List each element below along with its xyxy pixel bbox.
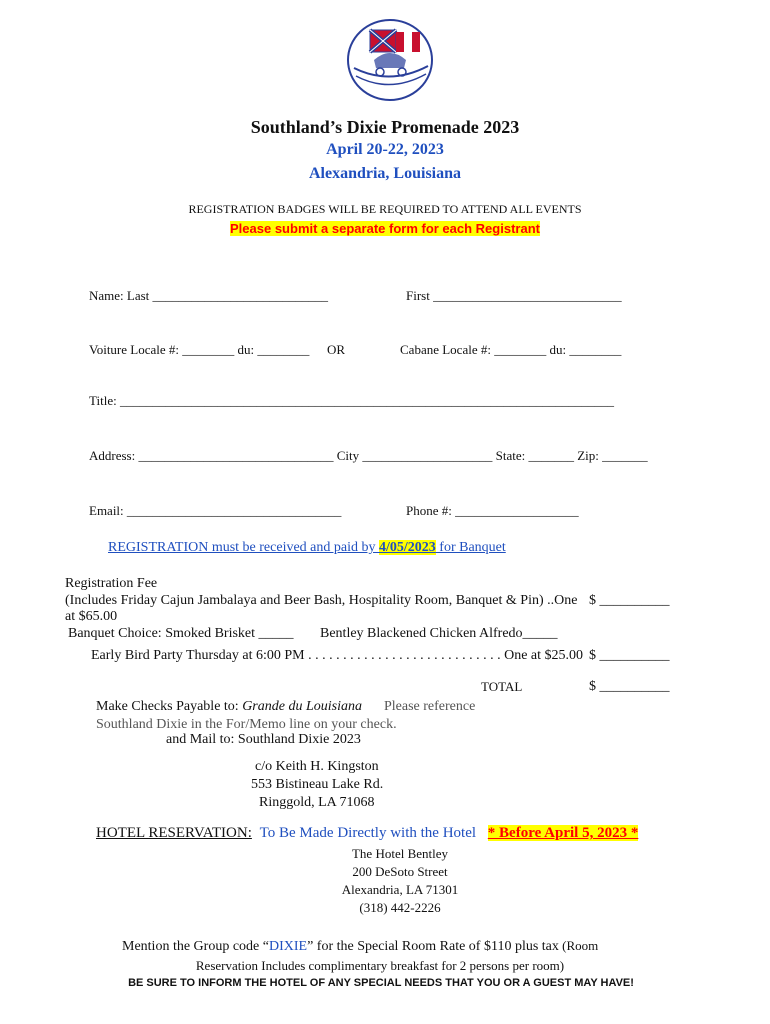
fee-detail-line2: at $65.00: [65, 609, 118, 624]
deadline-date: 4/05/2023: [379, 540, 436, 555]
payable-prefix: Make Checks Payable to:: [96, 699, 243, 714]
hotel-name: The Hotel Bentley: [351, 846, 449, 861]
total-label: TOTAL: [481, 679, 523, 694]
deadline-prefix: REGISTRATION must be received and paid by: [108, 540, 379, 555]
cabane-field[interactable]: Cabane Locale #: ________ du: ________: [400, 342, 622, 357]
reference-note: Please reference: [384, 699, 476, 714]
event-dates: April 20-22, 2023: [326, 141, 444, 158]
phone-field[interactable]: Phone #: ___________________: [406, 503, 579, 518]
name-first-field[interactable]: First _____________________________: [406, 288, 622, 303]
title-field[interactable]: Title: ____________________________________________________________________________: [89, 393, 614, 408]
separate-form-notice: Please submit a separate form for each Registrant: [230, 221, 540, 236]
payable-to: [96, 699, 362, 715]
hotel-street: 200 DeSoto Street: [352, 864, 448, 879]
group-suffix: ” for the Special Room Rate of $110 plus tax: [307, 939, 559, 954]
fee-label: Registration Fee: [65, 576, 158, 591]
or-label: OR: [327, 342, 346, 357]
mail-address-line2: 553 Bistineau Lake Rd.: [251, 777, 384, 792]
group-paren: (Room: [558, 938, 599, 953]
event-location: Alexandria, Louisiana: [308, 165, 462, 182]
mail-address-line1: c/o Keith H. Kingston: [255, 759, 379, 774]
flag-emblem-icon: [344, 16, 436, 104]
banquet-choice-chicken[interactable]: Bentley Blackened Chicken Alfredo_____: [320, 626, 558, 641]
group-code-line: [122, 938, 598, 955]
name-last-field[interactable]: Name: Last ___________________________: [89, 288, 329, 303]
email-field[interactable]: Email: _________________________________: [89, 503, 342, 518]
hotel-heading: HOTEL RESERVATION:: [96, 825, 252, 841]
total-amount-field[interactable]: $ __________: [589, 679, 670, 694]
group-code: DIXIE: [268, 939, 308, 954]
voiture-field[interactable]: Voiture Locale #: ________ du: ________: [89, 342, 310, 357]
memo-line-note: Southland Dixie in the For/Memo line on your check.: [96, 717, 397, 732]
banquet-choice-brisket[interactable]: Banquet Choice: Smoked Brisket _____: [68, 626, 294, 641]
hotel-direct-note: To Be Made Directly with the Hotel: [259, 825, 477, 841]
hotel-phone: (318) 442-2226: [359, 900, 441, 915]
address-field[interactable]: Address: ______________________________ City ____________________ State: _______ Zip: _______: [89, 448, 648, 463]
group-prefix: Mention the Group code “: [122, 939, 269, 954]
deadline-suffix: for Banquet: [435, 540, 506, 555]
special-needs-notice: BE SURE TO INFORM THE HOTEL OF ANY SPECIAL NEEDS THAT YOU OR A GUEST MAY HAVE!: [128, 977, 634, 989]
mail-to: and Mail to: Southland Dixie 2023: [166, 732, 361, 747]
early-bird-line: Early Bird Party Thursday at 6:00 PM . . . . . . . . . . . . . . . . . . . . . . . . . . . . One at $25.00: [91, 648, 584, 663]
hotel-deadline: * Before April 5, 2023 *: [487, 825, 639, 841]
hotel-reservation-line: [96, 825, 638, 842]
registration-deadline: [108, 540, 506, 556]
breakfast-note: Reservation Includes complimentary breakfast for 2 persons per room): [195, 958, 565, 973]
early-bird-amount-field[interactable]: $ __________: [589, 648, 670, 663]
fee-amount-field[interactable]: $ __________: [589, 593, 670, 608]
hotel-city: Alexandria, LA 71301: [341, 882, 459, 897]
badge-notice: REGISTRATION BADGES WILL BE REQUIRED TO ATTEND ALL EVENTS: [188, 202, 582, 216]
payable-name: Grande du Louisiana: [242, 699, 362, 714]
mail-address-line3: Ringgold, LA 71068: [259, 795, 375, 810]
fee-detail-line1: (Includes Friday Cajun Jambalaya and Beer Bash, Hospitality Room, Banquet & Pin) ..One: [65, 593, 578, 608]
page-title: Southland’s Dixie Promenade 2023: [250, 117, 520, 137]
